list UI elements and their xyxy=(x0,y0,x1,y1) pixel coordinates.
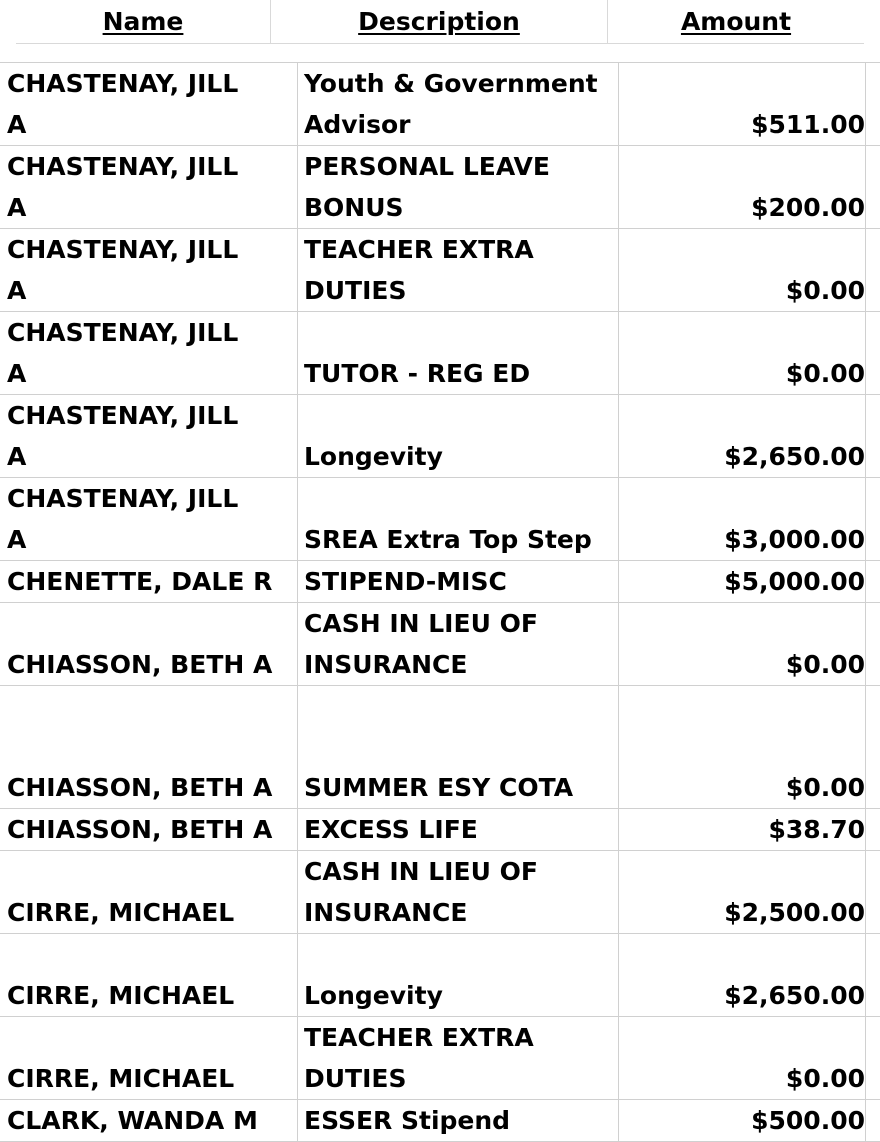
amount-cell: $0.00 xyxy=(619,686,866,808)
amount-cell: $500.00 xyxy=(619,1100,866,1141)
name-cell: CIRRE, MICHAEL xyxy=(0,851,298,933)
amount-cell: $0.00 xyxy=(619,1017,866,1099)
header-name: Name xyxy=(102,7,184,36)
description-cell: SUMMER ESY COTA xyxy=(298,686,619,808)
description-cell: EXCESS LIFE xyxy=(298,809,619,850)
stipend-table xyxy=(0,62,880,1142)
table-row xyxy=(0,561,880,603)
description-cell: TUTOR - REG ED xyxy=(298,312,619,394)
description-cell: Longevity xyxy=(298,934,619,1016)
amount-cell: $38.70 xyxy=(619,809,866,850)
table-row xyxy=(0,395,880,478)
description-cell: ESSER Stipend xyxy=(298,1100,619,1141)
description-cell: TEACHER EXTRA DUTIES xyxy=(298,229,619,311)
table-row xyxy=(0,851,880,934)
amount-cell: $0.00 xyxy=(619,229,866,311)
table-row xyxy=(0,1100,880,1142)
table-row xyxy=(0,809,880,851)
name-cell: CHASTENAY, JILL A xyxy=(0,146,298,228)
description-cell: PERSONAL LEAVE BONUS xyxy=(298,146,619,228)
table-row xyxy=(0,312,880,395)
name-cell: CIRRE, MICHAEL xyxy=(0,934,298,1016)
name-cell: CHASTENAY, JILL A xyxy=(0,63,298,145)
table-header xyxy=(16,0,864,44)
table-row xyxy=(0,146,880,229)
name-cell: CIRRE, MICHAEL xyxy=(0,1017,298,1099)
header-description: Description xyxy=(358,7,520,36)
description-cell: Longevity xyxy=(298,395,619,477)
name-cell: CHIASSON, BETH A xyxy=(0,603,298,685)
description-cell: TEACHER EXTRA DUTIES xyxy=(298,1017,619,1099)
table-row xyxy=(0,229,880,312)
name-cell: CHIASSON, BETH A xyxy=(0,809,298,850)
name-cell: CLARK, WANDA M xyxy=(0,1100,298,1141)
name-cell: CHASTENAY, JILL A xyxy=(0,395,298,477)
amount-cell: $200.00 xyxy=(619,146,866,228)
amount-cell: $2,650.00 xyxy=(619,395,866,477)
table-row xyxy=(0,934,880,1017)
table-row xyxy=(0,603,880,686)
table-row xyxy=(0,686,880,809)
name-cell: CHASTENAY, JILL A xyxy=(0,478,298,560)
name-cell: CHASTENAY, JILL A xyxy=(0,312,298,394)
amount-cell: $0.00 xyxy=(619,312,866,394)
description-cell: SREA Extra Top Step xyxy=(298,478,619,560)
description-cell: CASH IN LIEU OF INSURANCE xyxy=(298,851,619,933)
amount-cell: $3,000.00 xyxy=(619,478,866,560)
table-row xyxy=(0,478,880,561)
description-cell: Youth & Government Advisor xyxy=(298,63,619,145)
amount-cell: $511.00 xyxy=(619,63,866,145)
description-cell: STIPEND-MISC xyxy=(298,561,619,602)
amount-cell: $5,000.00 xyxy=(619,561,866,602)
amount-cell: $2,650.00 xyxy=(619,934,866,1016)
amount-cell: $2,500.00 xyxy=(619,851,866,933)
header-amount: Amount xyxy=(680,7,792,36)
description-cell: CASH IN LIEU OF INSURANCE xyxy=(298,603,619,685)
amount-cell: $0.00 xyxy=(619,603,866,685)
name-cell: CHENETTE, DALE R xyxy=(0,561,298,602)
table-row xyxy=(0,63,880,146)
name-cell: CHIASSON, BETH A xyxy=(0,686,298,808)
table-row xyxy=(0,1017,880,1100)
name-cell: CHASTENAY, JILL A xyxy=(0,229,298,311)
